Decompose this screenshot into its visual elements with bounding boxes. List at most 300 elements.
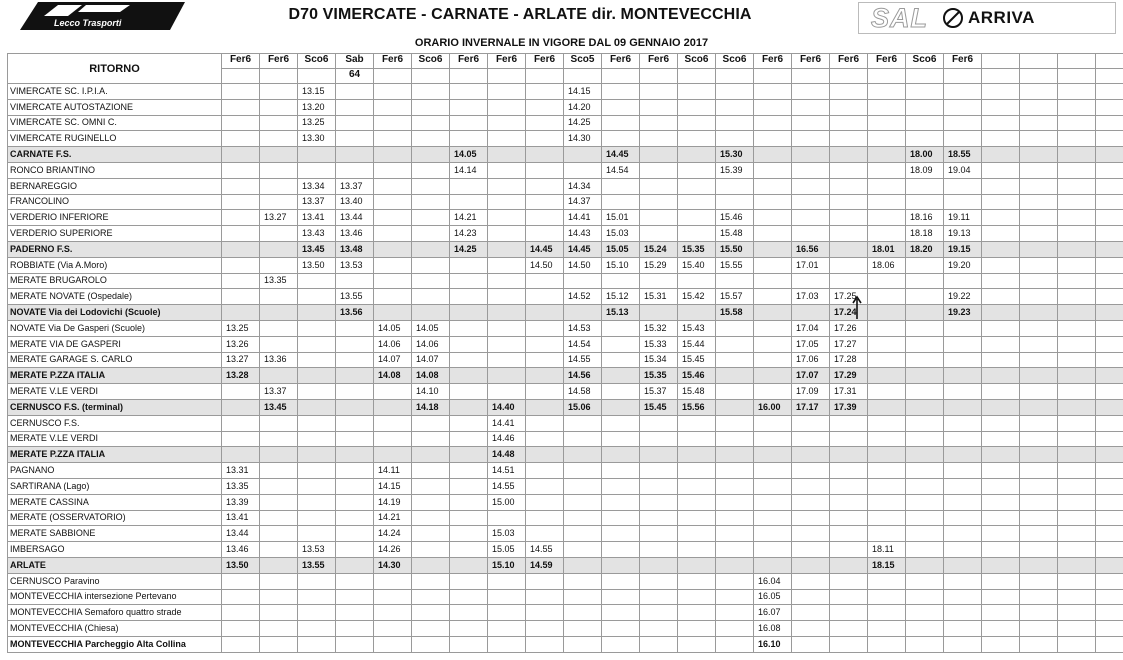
time-cell [450,589,488,605]
time-cell [488,131,526,147]
time-cell [1058,289,1096,305]
time-cell [526,147,564,163]
time-cell [526,494,564,510]
time-cell: 15.10 [602,257,640,273]
time-cell [716,399,754,415]
time-cell [982,399,1020,415]
time-cell [260,305,298,321]
time-cell [412,478,450,494]
time-cell [754,494,792,510]
time-cell [678,510,716,526]
time-cell [488,257,526,273]
time-cell [716,352,754,368]
time-cell [716,368,754,384]
time-cell [678,147,716,163]
time-cell: 13.53 [336,257,374,273]
column-subheader [488,69,526,84]
time-cell [678,162,716,178]
stop-name: MONTEVECCHIA (Chiesa) [8,621,222,637]
time-cell [336,621,374,637]
time-cell [260,178,298,194]
time-cell [450,178,488,194]
time-cell [602,510,640,526]
table-row [8,399,1123,415]
time-cell [222,257,260,273]
time-cell [602,178,640,194]
stop-name: VERDERIO SUPERIORE [8,226,222,242]
time-cell: 13.37 [336,178,374,194]
time-cell [526,510,564,526]
stop-name: VERDERIO INFERIORE [8,210,222,226]
time-cell [488,178,526,194]
time-cell [640,210,678,226]
time-cell: 15.57 [716,289,754,305]
time-cell: 16.10 [754,636,792,652]
time-cell [450,415,488,431]
time-cell [906,494,944,510]
time-cell [298,415,336,431]
time-cell [944,399,982,415]
time-cell: 15.37 [640,384,678,400]
time-cell [906,384,944,400]
time-cell [678,463,716,479]
column-subheader [450,69,488,84]
time-cell [640,84,678,100]
time-cell [526,336,564,352]
time-cell [526,289,564,305]
column-subheader [830,69,868,84]
time-cell [336,147,374,163]
time-cell [488,336,526,352]
time-cell [982,557,1020,573]
time-cell [1020,84,1058,100]
time-cell: 14.05 [412,320,450,336]
time-cell [526,621,564,637]
time-cell [602,526,640,542]
time-cell [1096,257,1123,273]
stop-name: ROBBIATE (Via A.Moro) [8,257,222,273]
page-title: D70 VIMERCATE - CARNATE - ARLATE dir. MONTEVECCHIA [288,6,752,23]
time-cell [374,84,412,100]
time-cell [526,447,564,463]
time-cell [1058,147,1096,163]
time-cell [868,194,906,210]
time-cell [488,289,526,305]
time-cell [412,226,450,242]
time-cell [678,589,716,605]
time-cell [678,636,716,652]
column-header: Fer6 [602,54,640,69]
time-cell [792,226,830,242]
time-cell [1058,305,1096,321]
column-header-row [8,54,1123,69]
time-cell [716,99,754,115]
time-cell: 15.55 [716,257,754,273]
column-subheader [754,69,792,84]
up-arrow-icon [851,295,863,319]
time-cell [982,605,1020,621]
column-subheader [982,69,1020,84]
time-cell [944,384,982,400]
time-cell [450,605,488,621]
time-cell: 13.50 [298,257,336,273]
time-cell [944,194,982,210]
time-cell [488,636,526,652]
time-cell [526,99,564,115]
column-header: Fer6 [260,54,298,69]
time-cell [602,447,640,463]
time-cell [830,241,868,257]
time-cell [526,194,564,210]
table-row [8,99,1123,115]
time-cell: 14.51 [488,463,526,479]
time-cell [868,494,906,510]
time-cell [564,605,602,621]
time-cell [754,352,792,368]
time-cell [298,305,336,321]
time-cell: 13.44 [336,210,374,226]
stop-name: PAGNANO [8,463,222,479]
time-cell: 14.25 [564,115,602,131]
time-cell [792,589,830,605]
time-cell [336,115,374,131]
time-cell [716,320,754,336]
time-cell [526,478,564,494]
time-cell [906,463,944,479]
time-cell [906,352,944,368]
time-cell [1096,478,1123,494]
time-cell: 17.06 [792,352,830,368]
time-cell [1096,589,1123,605]
time-cell: 16.05 [754,589,792,605]
time-cell [640,621,678,637]
time-cell: 13.30 [298,131,336,147]
time-cell [678,131,716,147]
table-row [8,84,1123,100]
time-cell [944,84,982,100]
stop-name: SARTIRANA (Lago) [8,478,222,494]
time-cell: 18.11 [868,542,906,558]
time-cell: 15.40 [678,257,716,273]
time-cell [868,273,906,289]
column-subheader [792,69,830,84]
time-cell [906,115,944,131]
time-cell [1096,384,1123,400]
time-cell: 14.53 [564,320,602,336]
time-cell [982,147,1020,163]
time-cell: 15.31 [640,289,678,305]
time-cell [298,336,336,352]
time-cell [374,147,412,163]
time-cell [1020,589,1058,605]
arriva-emblem-icon [942,7,964,29]
time-cell [412,289,450,305]
time-cell [1058,478,1096,494]
time-cell [792,636,830,652]
time-cell [450,273,488,289]
time-cell: 14.54 [564,336,602,352]
time-cell [716,447,754,463]
time-cell [792,510,830,526]
table-row [8,573,1123,589]
time-cell [868,636,906,652]
time-cell: 14.55 [488,478,526,494]
time-cell [716,573,754,589]
time-cell [564,542,602,558]
time-cell [678,194,716,210]
time-cell [906,99,944,115]
time-cell: 17.27 [830,336,868,352]
time-cell: 19.20 [944,257,982,273]
time-cell [336,84,374,100]
stop-name: CERNUSCO F.S. (terminal) [8,399,222,415]
time-cell [564,273,602,289]
column-header: Sco5 [564,54,602,69]
table-row [8,542,1123,558]
time-cell: 15.44 [678,336,716,352]
time-cell [336,447,374,463]
time-cell [1058,241,1096,257]
time-cell [1058,510,1096,526]
time-cell: 13.50 [222,557,260,573]
time-cell: 13.46 [336,226,374,242]
time-cell [754,526,792,542]
time-cell [982,320,1020,336]
time-cell [982,526,1020,542]
time-cell [222,415,260,431]
time-cell [982,336,1020,352]
time-cell: 13.37 [298,194,336,210]
time-cell: 13.20 [298,99,336,115]
time-cell [488,605,526,621]
time-cell: 15.29 [640,257,678,273]
time-cell [716,636,754,652]
time-cell [906,131,944,147]
time-cell [488,384,526,400]
time-cell: 17.04 [792,320,830,336]
time-cell [602,115,640,131]
time-cell [336,589,374,605]
time-cell [450,399,488,415]
time-cell [830,447,868,463]
time-cell [298,431,336,447]
time-cell [374,178,412,194]
time-cell: 18.01 [868,241,906,257]
time-cell [982,447,1020,463]
time-cell [982,194,1020,210]
time-cell [716,84,754,100]
time-cell [222,84,260,100]
time-cell: 15.32 [640,320,678,336]
time-cell [1096,447,1123,463]
time-cell [450,431,488,447]
time-cell [982,162,1020,178]
time-cell [640,447,678,463]
time-cell [222,305,260,321]
time-cell [982,463,1020,479]
time-cell [944,320,982,336]
time-cell [678,305,716,321]
time-cell [602,636,640,652]
time-cell [640,431,678,447]
time-cell: 14.45 [602,147,640,163]
time-cell: 14.25 [450,241,488,257]
time-cell [792,621,830,637]
time-cell [488,510,526,526]
time-cell [526,273,564,289]
time-cell [830,573,868,589]
table-row [8,320,1123,336]
time-cell [602,352,640,368]
time-cell: 14.23 [450,226,488,242]
time-cell [868,384,906,400]
time-cell [868,336,906,352]
time-cell [260,115,298,131]
time-cell [336,273,374,289]
time-cell [1058,447,1096,463]
time-cell [526,605,564,621]
time-cell: 14.05 [450,147,488,163]
time-cell [830,415,868,431]
time-cell [1020,557,1058,573]
time-cell [336,162,374,178]
time-cell: 15.03 [602,226,640,242]
time-cell [450,289,488,305]
stop-name: VIMERCATE RUGINELLO [8,131,222,147]
time-cell [298,162,336,178]
column-header: Fer6 [526,54,564,69]
time-cell [792,447,830,463]
table-row [8,273,1123,289]
time-cell [640,573,678,589]
time-cell [906,178,944,194]
time-cell [526,210,564,226]
time-cell: 14.15 [374,478,412,494]
time-cell [830,147,868,163]
time-cell [716,336,754,352]
time-cell [1096,84,1123,100]
time-cell [488,115,526,131]
column-subheader [716,69,754,84]
table-row [8,162,1123,178]
time-cell [488,621,526,637]
time-cell [260,226,298,242]
time-cell: 17.26 [830,320,868,336]
time-cell [374,226,412,242]
time-cell [260,510,298,526]
time-cell [1096,99,1123,115]
table-row [8,178,1123,194]
time-cell: 18.09 [906,162,944,178]
time-cell [830,526,868,542]
time-cell: 13.37 [260,384,298,400]
column-subheader [1020,69,1058,84]
time-cell [564,494,602,510]
time-cell [602,573,640,589]
time-cell [222,99,260,115]
time-cell [868,320,906,336]
time-cell [982,510,1020,526]
column-subheader [868,69,906,84]
stop-name: CERNUSCO F.S. [8,415,222,431]
time-cell [222,147,260,163]
time-cell [260,447,298,463]
time-cell [222,431,260,447]
time-cell [640,494,678,510]
time-cell [450,621,488,637]
table-row [8,241,1123,257]
time-cell [298,494,336,510]
time-cell [1020,352,1058,368]
time-cell: 14.40 [488,399,526,415]
time-cell [298,320,336,336]
time-cell [640,194,678,210]
time-cell [260,573,298,589]
time-cell [374,115,412,131]
time-cell [260,478,298,494]
time-cell [260,336,298,352]
time-cell [1096,526,1123,542]
time-cell [526,589,564,605]
time-cell [982,305,1020,321]
time-cell: 18.00 [906,147,944,163]
table-row [8,194,1123,210]
time-cell [906,320,944,336]
time-cell [526,84,564,100]
time-cell [260,368,298,384]
time-cell [1058,336,1096,352]
time-cell [450,352,488,368]
time-cell [1096,178,1123,194]
time-cell: 14.59 [526,557,564,573]
time-cell [906,368,944,384]
stop-name: CERNUSCO Paravino [8,573,222,589]
time-cell [222,241,260,257]
time-cell [830,273,868,289]
time-cell [1096,542,1123,558]
time-cell [754,415,792,431]
time-cell: 15.05 [488,542,526,558]
time-cell [982,352,1020,368]
time-cell [944,431,982,447]
table-row [8,415,1123,431]
time-cell [1096,605,1123,621]
stop-name: VIMERCATE SC. OMNI C. [8,115,222,131]
time-cell [374,257,412,273]
time-cell: 13.36 [260,352,298,368]
column-subheader [260,69,298,84]
column-header [982,54,1020,69]
time-cell [906,447,944,463]
time-cell [1096,147,1123,163]
time-cell [868,573,906,589]
column-header: Sco6 [716,54,754,69]
stop-name: MERATE BRUGAROLO [8,273,222,289]
time-cell [906,510,944,526]
time-cell [716,273,754,289]
time-cell [868,589,906,605]
time-cell [716,589,754,605]
time-cell [1020,510,1058,526]
time-cell [260,605,298,621]
time-cell: 13.53 [298,542,336,558]
table-row [8,131,1123,147]
time-cell [336,368,374,384]
time-cell [526,399,564,415]
time-cell: 14.07 [412,352,450,368]
time-cell [792,526,830,542]
time-cell [1058,542,1096,558]
